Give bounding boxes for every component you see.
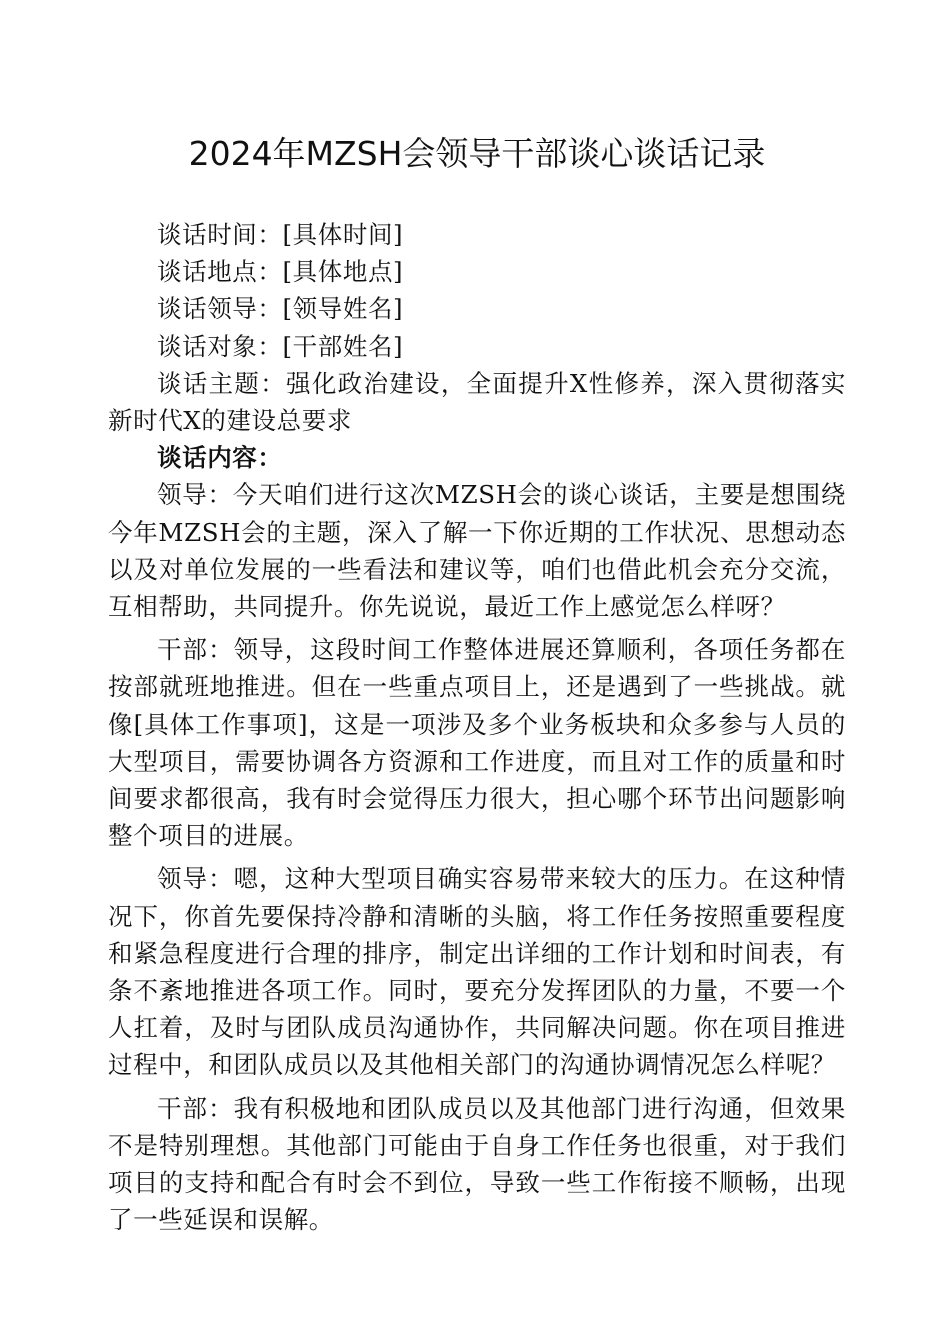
document-title: 2024年MZSH会领导干部谈心谈话记录 — [188, 134, 766, 173]
meta-time: 谈话时间：[具体时间] — [157, 220, 404, 249]
meta-subject: 谈话对象：[干部姓名] — [157, 331, 404, 361]
dialogue-paragraph-4: 干部：我有积极地和团队成员以及其他部门进行沟通，但效果不是特别理想。其他部门可能由于自身工作任务也很重，对于我们项目的支持和配合有时会不到位，导致一些工作衔接不顺畅，出现了一些延误和误解。 — [108, 1093, 846, 1235]
content-label: 谈话内容： — [157, 443, 283, 473]
dialogue-paragraph-2: 干部：领导，这段时间工作整体进展还算顺利，各项任务都在按部就班地推进。但在一些重点项目上，还是遇到了一些挑战。就像[具体工作事项]，这是一项涉及多个业务板块和众多参与人员的大型项目，需要协调各方资源和工作进度，而且对工作的质量和时间要求都很高，我有时会觉得压力很大，担心哪个环节出问题影响整个项目的进展。 — [108, 635, 846, 851]
dialogue-paragraph-3: 领导：嗯，这种大型项目确实容易带来较大的压力。在这种情况下，你首先要保持冷静和清晰的头脑，将工作任务按照重要程度和紧急程度进行合理的排序，制定出详细的工作计划和时间表，有条不紊地推进各项工作。同时，要充分发挥团队的力量，不要一个人扛着，及时与团队成员沟通协作，共同解决问题。你在项目推进过程中，和团队成员以及其他相关部门的沟通协调情况怎么样呢？ — [108, 864, 846, 1080]
meta-topic: 谈话主题：强化政治建设，全面提升X性修养，深入贯彻落实新时代X的建设总要求 — [108, 368, 846, 436]
meta-leader: 谈话领导：[领导姓名] — [157, 294, 404, 324]
meta-location: 谈话地点：[具体地点] — [157, 257, 404, 287]
dialogue-paragraph-1: 领导：今天咱们进行这次MZSH会的谈心谈话，主要是想围绕今年MZSH会的主题，深入了解一下你近期的工作状况、思想动态以及对单位发展的一些看法和建议等，咱们也借此机会充分交流，互相帮助，共同提升。你先说说，最近工作上感觉怎么样呀？ — [108, 480, 846, 622]
